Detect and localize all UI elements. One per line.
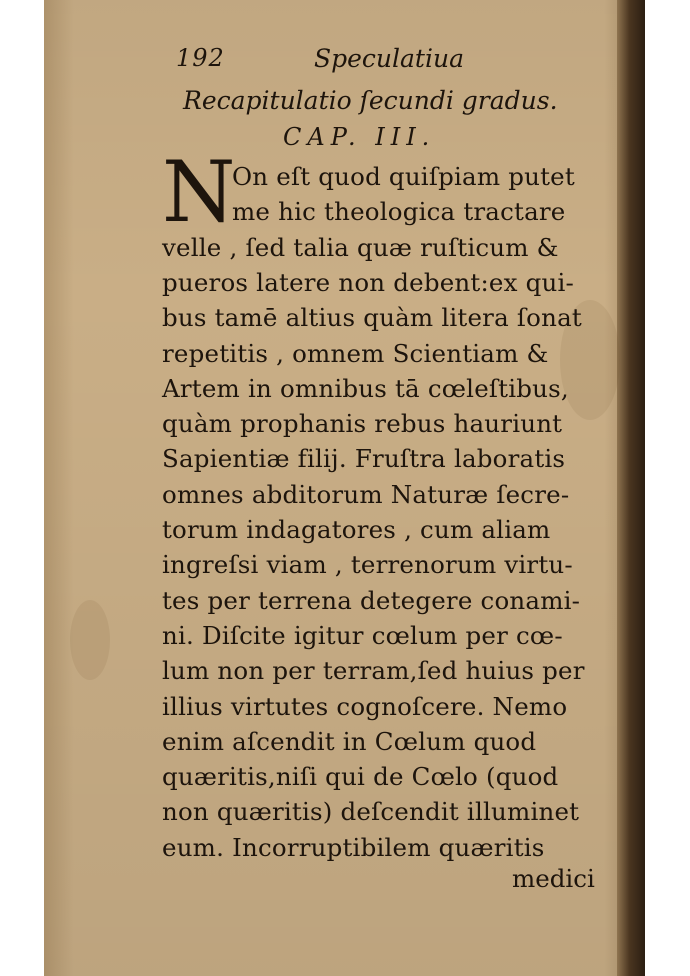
body-line: velle , ſed talia quæ ruſticum & [162,232,559,262]
running-head [0,44,690,84]
body-line: torum indagatores , cum aliam [162,515,551,544]
body-line: quæritis,niſi qui de Cœlo (quod [162,762,559,792]
chapter-heading: Recapitulatio ſecundi gradus. [183,86,558,115]
book-spine [617,0,645,976]
body-line: ni. Diſcite igitur cœlum per cœ- [162,620,563,650]
body-line: lum non per terram,ſed huius per [162,656,585,686]
chapter-number: CAP. III. [283,123,436,151]
catchword: medici [512,864,595,893]
body-line: enim aſcendit in Cœlum quod [162,726,537,756]
running-title: Speculatiua [314,44,464,73]
body-line: repetitis , omnem Scientiam & [162,338,549,368]
body-line: Sapientiæ filij. Fruſtra laboratis [162,444,566,474]
body-line: me hic theologica tractare [232,197,566,227]
page-number: 192 [176,44,225,72]
body-line: omnes abditorum Naturæ ſecre- [162,479,570,509]
body-line: eum. Incorruptibilem quæritis [162,832,545,862]
body-line: tes per terrena detegere conami- [162,585,581,615]
drop-cap: N [162,143,236,241]
paper-stain [70,600,110,680]
body-line: On eſt quod quiſpiam putet [232,162,575,191]
body-line: bus tamē altius quàm litera ſonat [162,303,582,333]
body-line: quàm prophanis rebus hauriunt [162,409,563,439]
body-line: pueros latere non debent:ex qui- [162,267,574,297]
body-line: Artem in omnibus tā cœleſtibus, [162,373,569,403]
body-line: ingreſsi viam , terrenorum virtu- [162,550,573,580]
body-line: illius virtutes cognoſcere. Nemo [162,691,568,721]
body-line: non quæritis) deſcendit illuminet [162,797,580,827]
